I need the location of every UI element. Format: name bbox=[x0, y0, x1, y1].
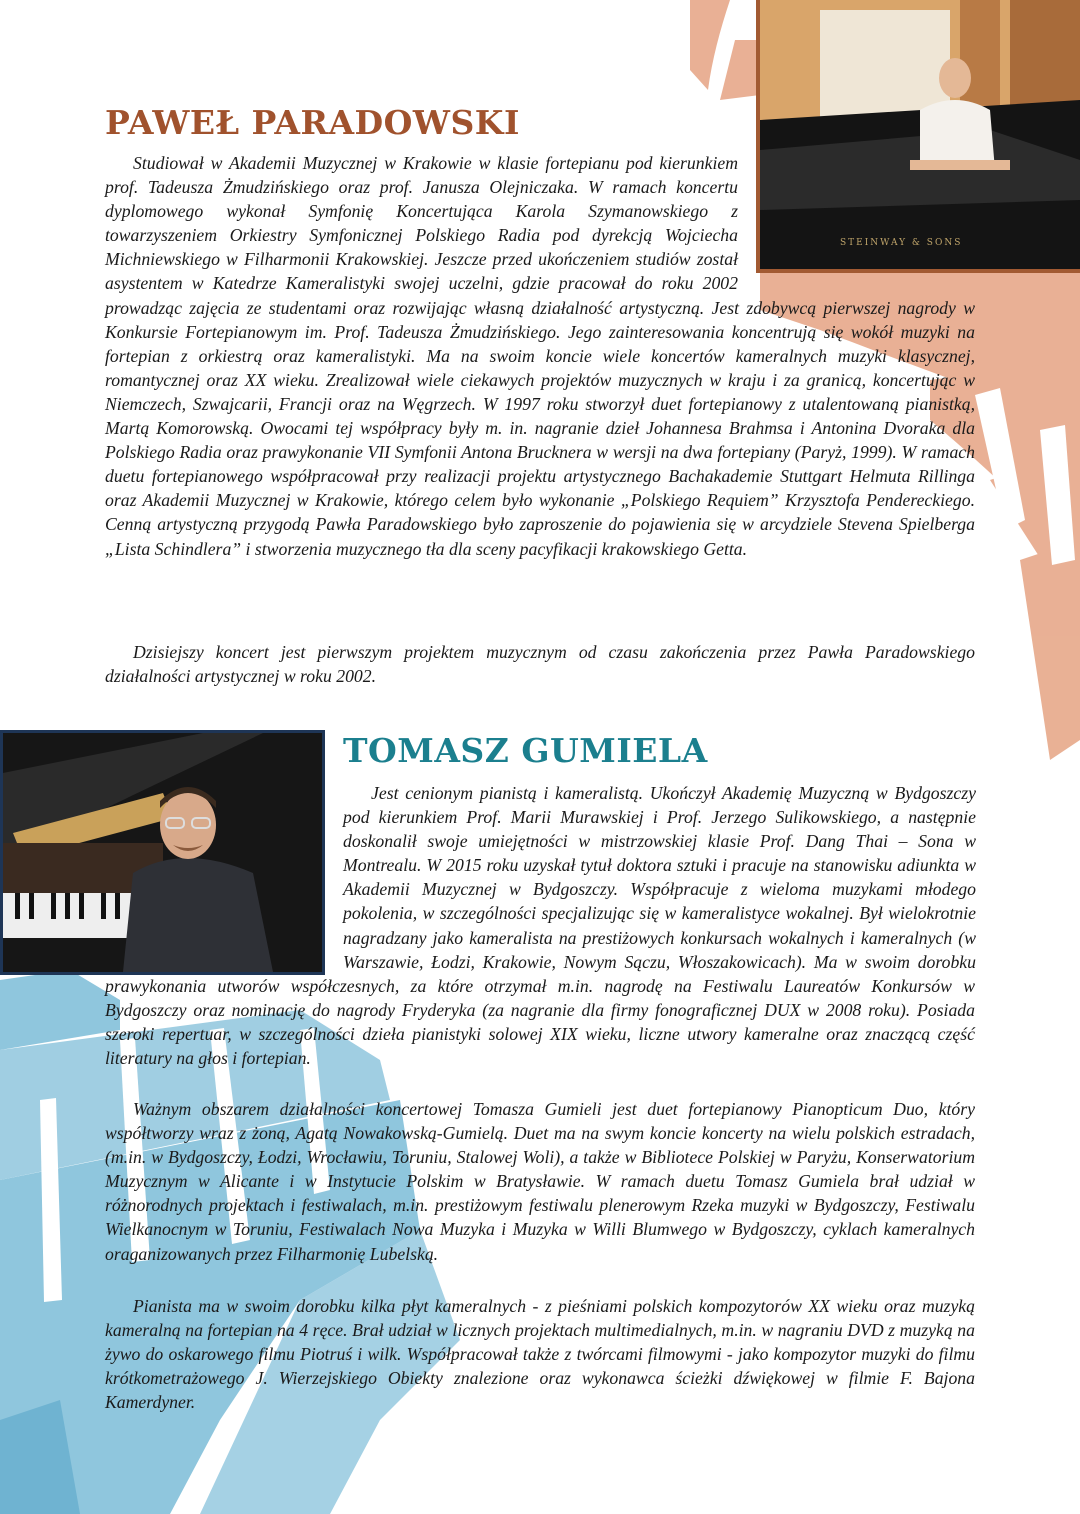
bio-paragraph: Dzisiejszy koncert jest pierwszym projektem muzycznym od czasu zakończenia przez Pawła Paradowskiego działalności artystycznej w roku 2002. bbox=[105, 642, 975, 687]
bio-paragraph: Studiował w Akademii Muzycznej w Krakowie w klasie fortepianu pod kierunkiem prof. Tadeusza Żmudzińskiego oraz prof. Janusza Olejniczaka. W ramach koncertu dyplomowego wykonał Symfonię Koncertująca Karola Szymanowskiego z towarzyszeniem Orkiestry Symfonicznej Polskiego Radia pod dyrekcją Wojciecha Michniewskiego w Filharmonii Krakowskiej. Jeszcze przed ukończeniem studiów został asystentem w Katedrze Kameralistyki swojej uczelni, gdzie pracował do roku 2002 bbox=[105, 153, 738, 294]
bio-paragraph: Ważnym obszarem działalności koncertowej Tomasza Gumieli jest duet fortepianowy Pianopticum Duo, który współtworzy wraz z żoną, Agatą Nowakowską-Gumielą. Duet ma na swym koncie koncerty na wielu polskich estradach, (m.in. w Bydgoszczy, Łodzi, Wrocławiu, Toruniu, Stalowej Woli), a także w Bibliotece Polskiej w Paryżu, Konserwatorium Muzycznym w Alicante i w Instytucie Polskim w Bratysławie. W ramach duetu Tomasz Gumiela brał udział w różnorodnych projektach i festiwalach, m.in. prestiżowym festiwalu plenerowym Rzeka muzyki w Bydgoszczy, Festiwalu Wielkanocnym w Toruniu, Festiwalach Nowa Muzyka i Muzyka w Willi Blumwego w Bydgoszczy, cyklach kameralnych oraganizowanych przez Filharmonię Lubelską. bbox=[105, 1099, 975, 1264]
bio-paragraph-continued: prawykonania utworów współczesnych, za które otrzymał m.in. nagrodę na Festiwalu Laureatów Konkursów w Bydgoszczy oraz nominację do nagrody Fryderyka (za nagranie dla firmy fonograficznej DUX w 2008 roku). Posiada szeroki repertuar, w szczególności dzieła pianistyki solowej XIX wieku, liczne utwory kameralne oraz znaczącą część literatury na głos i fortepian. bbox=[105, 975, 975, 1069]
section-heading: TOMASZ GUMIELA bbox=[343, 731, 708, 770]
bio-paragraph: Jest cenionym pianistą i kameralistą. Ukończył Akademię Muzyczną w Bydgoszczy pod kierunkiem Prof. Marii Murawskiej i Prof. Jerzego Sulikowskiego, a następnie doskonalił swoje umiejętności w mistrzowskiej klasie Prof. Dang Thai – Sona w Montrealu. W 2015 roku uzyskał tytuł doktora sztuki i pracuje na stanowisku adiunkta w Akademii Muzycznej w Bydgoszczy. Współpracuje z wieloma muzykami młodego pokolenia, w szczególności specjalizując się w kameralistyce wokalnej. Był wielokrotnie nagradzany jako kameralista na prestiżowych konkursach wokalnych i kameralnych (w Warszawie, Łodzi, Krakowie, Nowym Sączu, Włoszakowicach). Ma w swoim dorobku bbox=[343, 783, 976, 972]
bio-paragraph-continued: prowadząc zajęcia ze studentami oraz rozwijając własną działalność artystyczną. Jest zdobywcą pierwszej nagrody w Konkursie Fortepianowym im. Prof. Tadeusza Żmudzińskiego. Jego zainteresowania koncentrują się wokół muzyki na fortepian z orkiestrą oraz kameralistyki. Ma na swoim koncie wiele koncertów kameralnych muzyki klasycznej, romantycznej oraz XX wieku. Zrealizował wiele ciekawych projektów muzycznych w kraju i za granicą, koncertując w Niemczech, Szwajcarii, Francji oraz na Węgrzech. W 1997 roku stworzył duet fortepianowy z utalentowaną pianistką, Martą Komorowską. Owocami tej współpracy były m. in. nagranie dzieł Johannesa Brahmsa i Antonina Dvoraka dla Polskiego Radia oraz prawykonanie VII Symfonii Antona Brucknera w wersji na dwa fortepiany (Paryż, 1999). W ramach duetu fortepianowego współpracował przy realizacji projektu artystycznego Bachakademie Stuttgart Helmuta Rillinga oraz Akademii Muzycznej w Krakowie, którego celem było wykonanie „Polskiego Requiem” Krzysztofa Pendereckiego. Cenną artystyczną przygodą Pawła Paradowskiego było zaproszenie do pojawienia się w arcydziele Stevena Spielberga „Lista Schindlera” i stworzenia muzycznego tła dla sceny pacyfikacji krakowskiego Getta. bbox=[105, 297, 975, 559]
photo-piano-brand: STEINWAY & SONS bbox=[840, 238, 963, 248]
section-heading: PAWEŁ PARADOWSKI bbox=[105, 103, 520, 142]
photo-pawel-paradowski bbox=[756, 0, 1080, 273]
bio-paragraph: Pianista ma w swoim dorobku kilka płyt kameralnych - z pieśniami polskich kompozytorów XX wieku oraz muzyką kameralną na fortepian na 4 ręce. Brał udział w licznych projektach multimedialnych, m.in. w nagraniu DVD z muzyką na żywo do oskarowego filmu Piotruś i wilk. Współpracował także z twórcami filmowymi - jako kompozytor muzyki do filmu krótkometrażowego J. Wierzejskiego Obiekty znalezione oraz wykonawca ścieżki dźwiękowej w filmie F. Bajona Kamerdyner. bbox=[105, 1296, 975, 1413]
photo-tomasz-gumiela bbox=[0, 730, 325, 975]
